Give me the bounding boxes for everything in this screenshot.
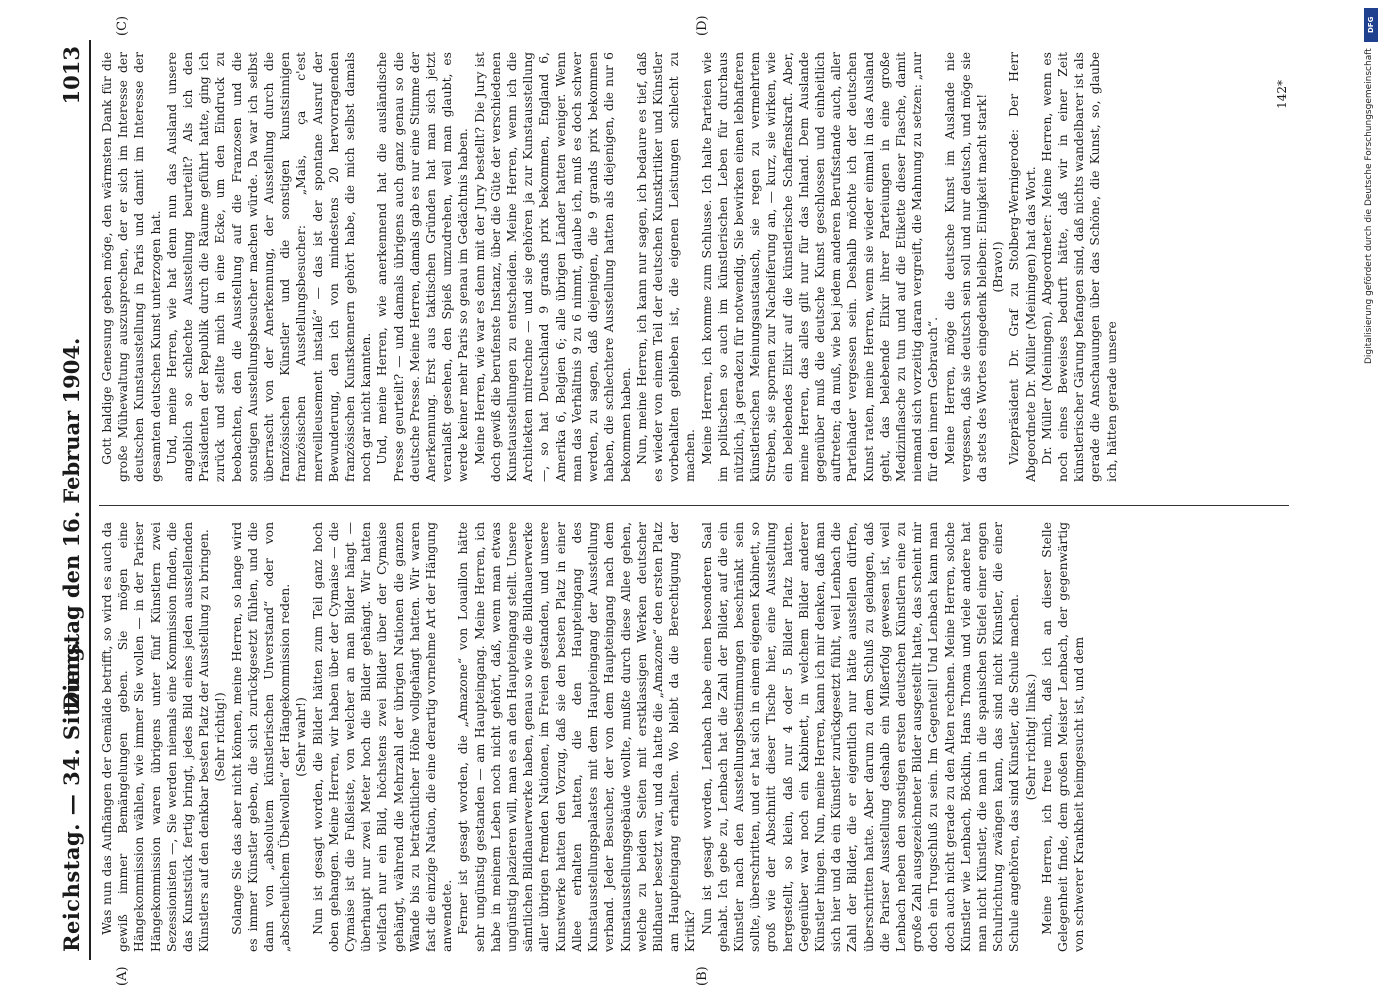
header-session: Reichstag. — 34. Sitzung. [59,638,84,952]
interjection: (Sehr wahr!) [294,697,309,777]
paragraph: Was nun das Aufhängen der Gemälde betrifft, so wird es auch da gewiß immer Bemängelungen geben. Sie mögen eine Hängekommission wählen, wie immer Sie wollen — in der Pariser Hängekommission waren übrigens unter fünf Künstlern zwei Sezessionisten —, Sie werden niemals eine Kommission finden, die das Kunststück fertig bringt, jedes Bild eines jeden ausstellenden Künstlers auf den denkbar besten Platz der Ausstellung zu bringen. [100,522,212,952]
paragraph: Dr. Müller (Meiningen), Abgeordneter: Meine Herren, wenn es noch eines Beweises bedurft hätte, daß wir in einer Zeit künstlerischer Gärung befangen sind, daß nichts wandelbarer ist als gerade die Anschauungen über das Schöne, die Kunst, so, glaube ich, hätten gerade unsere [1039,52,1119,482]
left-text-column [99,522,1289,952]
paragraph: Meine Herren, wie war es denn mit der Jury bestellt? Die Jury ist doch gewiß die berufenste Instanz, über die Güte der verschiedenen Kunstausstellungen zu entscheiden. Meine Herren, wenn ich die Architekten mitrechne — und sie gehören ja zur Kunstausstellung —, so hat Deutschland 9 grands prix bekommen, England 6, Amerika 6, Belgien 6; alle übrigen Länder hatten weniger. Wenn man das Verhältnis 9 zu 6 nimmt, glaube ich, muß es doch schwer werden, zu sagen, daß diejenigen, die 9 grands prix bekommen haben, die schlechtere Ausstellung hatten als diejenigen, die nur 6 bekommen haben. [472,52,633,482]
header-date: Dienstag den 16. Februar 1904. [59,337,84,710]
document-page [55,15,1315,986]
page-number: 1013 [59,46,84,105]
right-text-column [99,52,1289,482]
paragraph: Nun ist gesagt worden, die Bilder hätten zum Teil ganz hoch oben gehangen. Meine Herren, wir haben über der Cymaise — die Cymaise ist die Fußleiste, von welcher an man Bilder hängt — überhaupt nur zwei Meter hoch die Bilder gehängt. Wir hatten vielfach nur ein Bild, höchstens zwei Bilder über der Cymaise gehängt, während die Mehrzahl der übrigen Nationen die ganzen Wände bis zu beträchtlicher Höhe vollgehängt hatten. Wir waren fast die einzige Nation, die eine derartig vornehme Art der Hängung anwendete. [310,522,455,952]
interjection: (Sehr richtig! links.) [1023,673,1038,801]
sheet-signature: 142* [1275,80,1289,109]
digitization-credit [1364,8,1378,993]
interjection: (Sehr richtig!) [213,692,228,782]
paragraph: Vizepräsident Dr. Graf zu Stolberg-Wernigerode: Der Herr Abgeordnete Dr. Müller (Meiningen) hat das Wort. [1007,52,1038,482]
paragraph: Nun ist gesagt worden, Lenbach habe einen besonderen Saal gehabt. Ich gebe zu, Lenbach hat die Zahl der Bilder, auf die ein Künstler nach den Ausstellungsbestimmungen beschränkt sein sollte, überschritten, und er hat sich in einem eigenen Kabinett, so groß wie der Abschnitt dieser Tische hier, eine Ausstellung hergestellt, so klein, daß nur 4 oder 5 Bilder Platz hatten. Gegenüber war noch ein Kabinett, in welchem Bilder anderer Künstler hingen. Nun, meine Herren, kann ich mir denken, daß man sich hier und da ein Künstler zurückgesetzt fühlt, weil Lenbach die Zahl der Bilder, die er eigentlich nur hätte ausstellen dürfen, überschritten hatte. Aber darum zu dem Schluß zu gelangen, daß die Pariser Ausstellung deshalb ein Mißerfolg gewesen ist, weil Lenbach neben den sonstigen ersten deutschen Künstlern eine zu große Zahl ausgezeichneter Bilder ausgestellt hatte, das scheint mir doch ein Trugschluß zu sein. Im Gegenteil! Und Lenbach kann man doch auch nicht gerade zu den Alten rechnen. Meine Herren, solche Künstler wie Lenbach, Böcklin, Hans Thoma und viele andere hat man nicht Künstler, die man in die spanischen Stiefel einer engen Schulrichtung zwängen kann, das sind nicht Künstler, die einer Schule angehören, das sind Künstler, die Schule machen. [699,522,1022,952]
paragraph: Und, meine Herren, wie hat denn nun das Ausland unsere angeblich so schlechte Ausstellung beurteilt? Als ich den Präsidenten der Republik durch die Räume geführt hatte, ging ich zurück und stellte mich in eine Ecke, um den Eindruck zu beobachten, den die Ausstellung auf die Franzosen und die sonstigen Ausstellungsbesucher machen würde. Da war ich selbst überrascht von der Anerkennung, der Ausstellung durch die französischen Künstler und die sonstigen kunstsinnigen französischen Ausstellungsbesucher: „Mais, ça c'est merveilleusement installé“ — das ist der spontane Ausruf der Bewunderung, den ich von mindestens 20 hervorragenden französischen Kunstkennern gehört habe, die mich selbst damals noch gar nicht kannten. [164,52,374,482]
credit-text: Digitalisierung gefördert durch die Deutsche Forschungsgemeinschaft [1364,48,1374,364]
column-divider [99,505,1289,506]
paragraph: Solange Sie das aber nicht können, meine Herren, so lange wird es immer Künstler geben, die sich zurückgesetzt fühlen, und die dann von „absolutem künstlerischen Unverstand“ oder von „abscheulichem Übelwollen“ der Hängekommission reden. [229,522,293,952]
margin-marker-c: (C) [115,15,130,36]
paragraph: Nun, meine Herren, ich kann nur sagen, ich bedaure es tief, daß es wieder von einem Teil der deutschen Kunstkritiker und Künstler vorbehalten geblieben ist, die eigenen Leistungen schlecht zu machen. [634,52,698,482]
interjection: (Bravo!) [991,241,1006,293]
dfg-logo: DFG [1364,8,1378,42]
paragraph: Ferner ist gesagt worden, die „Amazone“ von Louaillon hätte sehr ungünstig gestanden — am Haupteingang. Meine Herren, ich habe in meinem Leben noch nicht gehört, daß, wenn man etwas ungünstig plazieren will, man es an den Haupteingang stellt. Unsere sämtlichen Bildhauerwerke haben, genau so wie die Bildhauerwerke aller übrigen fremden Nationen, im Freien gestanden, und unsere Kunstwerke hatten den Vorzug, daß sie den besten Platz in einer Allee erhalten hatten, die den Haupteingang des Kunstausstellungspalastes mit dem Haupteingang der Ausstellung verband. Jeder Besucher, der von dem Haupteingang nach dem Kunstausstellungsgebäude wollte, mußte durch diese Allee gehen, welche zu beiden Seiten mit erstklassigen Werken deutscher Bildhauer besetzt war, und da hatte die „Amazone“ den ersten Platz am Haupteingang erhalten. Wo bleibt da die Berechtigung der Kritik? [456,522,698,952]
paragraph: Gott baldige Genesung geben möge, den wärmsten Dank für die große Mühewaltung auszusprechen, der er sich im Interesse der deutschen Kunstausstellung in Paris und damit im Interesse der gesamten deutschen Kunst unterzogen hat. [100,52,163,482]
paragraph: Meine Herren, möge die deutsche Kunst im Auslande nie vergessen, daß sie deutsch sein soll und nur deutsch, und möge sie da stets des Wortes eingedenk bleiben: Einigkeit macht stark! [942,52,989,482]
paragraph: Und, meine Herren, wie anerkennend hat die ausländische Presse geurteilt? — und damals übrigens auch ganz genau so die deutsche Presse. Meine Herren, damals gab es nur eine Stimme der Anerkennung. Erst aus taktischen Gründen hat man sich jetzt veranlaßt gesehen, den Spieß umzudrehen, weil man glaubt, es werde keiner mehr Paris so genau im Gedächtnis haben. [375,52,471,482]
margin-marker-a: (A) [115,966,130,986]
margin-marker-d: (D) [695,15,710,36]
paragraph: Meine Herren, ich komme zum Schlusse. Ich halte Parteien wie im politischen so auch im künstlerischen Leben für durchaus nützlich, ja geradezu für notwendig. Sie bewirken einen lebhafteren künstlerischen Meinungsaustausch, sie regen zu vermehrtem Streben, sie spornen zur Nacheiferung an, — kurz, sie wirken, wie ein belebendes Elixir auf die künstlerische Schaffenskraft. Aber, meine Herren, das alles gilt nur für das Inland. Dem Auslande gegenüber muß die deutsche Kunst geschlossen und einheitlich auftreten; da muß, wie bei jedem anderen Berufsstande auch, aller Parteihader vergessen sein. Deshalb möchte ich der deutschen Kunst raten, meine Herren, wenn sie wieder einmal in das Ausland geht, das belebende Elixir ihrer Parteiungen in eine große Medizinflasche zu tun und auf die Etikette dieser Flasche, damit niemand sich vorzeitig daran vergreift, die Mahnung zu setzen: „nur für den innern Gebrauch“. [699,52,941,482]
page-header [55,40,91,960]
paragraph: Meine Herren, ich freue mich, daß ich an dieser Stelle Gelegenheit finde, dem großen Meister Lenbach, der gegenwärtig von schwerer Krankheit heimgesucht ist, und dem [1039,522,1087,952]
margin-marker-b: (B) [695,966,710,986]
